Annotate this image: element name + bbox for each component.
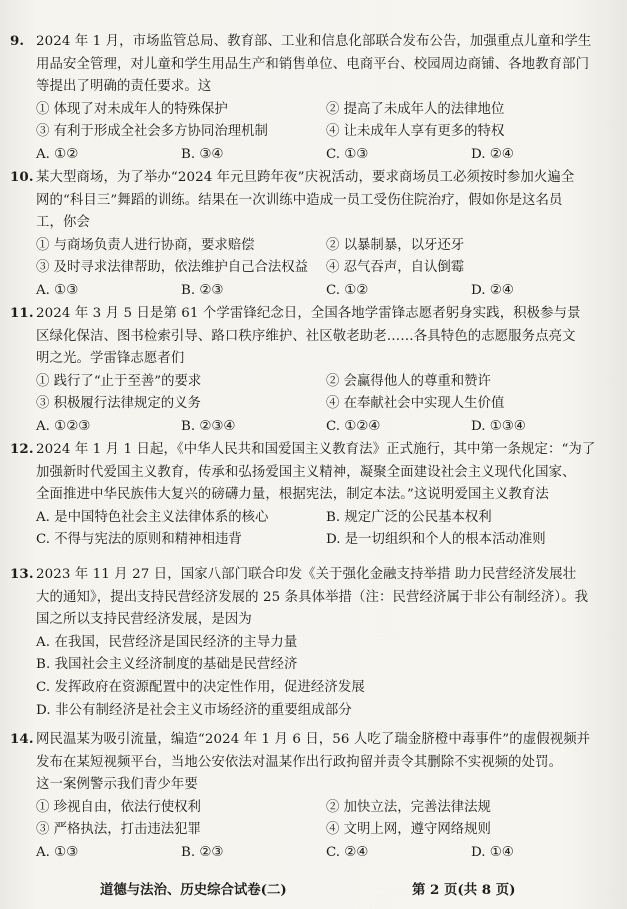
statement-4: ④ 文明上网，遵守网络规则 [326, 822, 491, 838]
choice-a: A. ①②③ [36, 418, 91, 434]
question-stem-line: 国之所以支持民营经济发展，是因为 [36, 612, 252, 628]
question-stem-line: 工，你会 [36, 215, 90, 231]
choice-d: D. ①④ [471, 844, 514, 860]
question-13 [10, 563, 616, 722]
statement-2: ② 以暴制暴，以牙还牙 [326, 237, 465, 253]
choice-d: D. ①③④ [471, 418, 526, 434]
statement-2: ② 加快立法，完善法律法规 [326, 799, 491, 815]
choice-b: B. ②③ [181, 844, 224, 860]
choice-a: A. 是中国特色社会主义法律体系的核心 [36, 509, 269, 525]
choice-a: A. ①③ [36, 844, 79, 860]
question-stem-line: 用品安全管理，对儿童和学生用品生产和销售单位、电商平台、校园周边商铺、各地教育部门 [36, 56, 590, 72]
page-number: 第 2 页(共 8 页) [412, 882, 516, 898]
question-stem-line: 区绿化保洁、图书检索引导、路口秩序维护、社区敬老助老……各具特色的志愿服务点亮文 [36, 328, 576, 344]
choice-a: A. ①③ [36, 282, 79, 298]
statement-4: ④ 在奉献社会中实现人生价值 [326, 396, 505, 412]
choice-c: C. 发挥政府在资源配置中的决定性作用，促进经济发展 [36, 679, 365, 695]
question-12 [10, 438, 616, 552]
question-number: 10. [10, 169, 34, 185]
statement-1: ① 践行了“止于至善”的要求 [36, 373, 202, 389]
question-stem-line: 2024 年 1 月 1 日起，《中华人民共和国爱国主义教育法》正式施行，其中第一条规定：“为了 [36, 442, 596, 457]
question-stem-line: 网的“科目三”舞蹈的训练。结果在一次训练中造成一员工受伤住院治疗，假如你是这名员 [36, 192, 563, 208]
question-number: 14. [10, 731, 34, 747]
choice-c: C. ②④ [326, 844, 369, 860]
statement-3: ③ 有利于形成全社会多方协同治理机制 [36, 124, 268, 140]
choice-b: B. 我国社会主义经济制度的基础是民营经济 [36, 657, 298, 673]
choice-b: B. 规定广泛的公民基本权利 [326, 509, 492, 525]
choice-d: D. ②④ [471, 282, 514, 298]
statement-3: ③ 严格执法，打击违法犯罪 [36, 822, 201, 838]
choice-c: C. ①③ [326, 146, 369, 162]
question-stem-line: 2024 年 3 月 5 日是第 61 个学雷锋纪念日，全国各地学雷锋志愿者躬身实践，积极参与景 [36, 306, 581, 321]
statement-4: ④ 忍气吞声，自认倒霉 [326, 260, 465, 276]
question-number: 12. [10, 441, 34, 457]
statement-1: ① 与商场负责人进行协商，要求赔偿 [36, 237, 255, 253]
exam-subject: 道德与法治、历史综合试卷(二) [100, 882, 287, 898]
question-stem-line: 2023 年 11 月 27 日，国家八部门联合印发《关于强化金融支持举措 助力民营经济发展壮 [36, 567, 577, 582]
question-11 [10, 302, 616, 439]
statement-3: ③ 积极履行法律规定的义务 [36, 396, 201, 412]
statement-2: ② 提高了未成年人的法律地位 [326, 101, 505, 117]
question-stem-line: 全面推进中华民族伟大复兴的磅礴力量，根据宪法，制定本法。”这说明爱国主义教育法 [36, 487, 549, 503]
choice-a: A. 在我国，民营经济是国民经济的主导力量 [36, 634, 298, 650]
choice-d: D. 是一切组织和个人的根本活动准则 [326, 532, 546, 548]
choice-d: D. ②④ [471, 146, 514, 162]
question-number: 9. [10, 33, 25, 49]
choice-c: C. ①② [326, 282, 369, 298]
choice-c: C. ①②④ [326, 418, 381, 434]
choice-c: C. 不得与宪法的原则和精神相违背 [36, 532, 242, 548]
question-number: 11. [10, 305, 34, 321]
statement-4: ④ 让未成年人享有更多的特权 [326, 124, 505, 140]
statement-2: ② 会赢得他人的尊重和赞许 [326, 373, 491, 389]
question-14 [10, 728, 616, 865]
statement-1: ① 体现了对未成年人的特殊保护 [36, 101, 228, 117]
question-10 [10, 166, 616, 303]
question-stem-line: 加强新时代爱国主义教育，传承和弘扬爱国主义精神，凝聚全面建设社会主义现代化国家、 [36, 464, 576, 480]
choice-b: B. ③④ [181, 146, 224, 162]
choice-d: D. 非公有制经济是社会主义市场经济的重要组成部分 [36, 702, 352, 718]
question-stem-line: 大的通知》，提出支持民营经济发展的 25 条具体举措（注：民营经济属于非公有制经济）。我 [36, 589, 589, 605]
question-stem-line: 某大型商场，为了举办“2024 年元旦跨年夜”庆祝活动，要求商场员工必须按时参加火遍全 [36, 170, 575, 185]
question-stem-line: 网民温某为吸引流量，编造“2024 年 1 月 6 日，56 人吃了瑞金脐橙中毒事件”的虚假视频并 [36, 732, 591, 747]
statement-1: ① 珍视自由，依法行使权利 [36, 799, 201, 815]
question-stem-line: 等提出了明确的责任要求。这 [36, 79, 212, 95]
question-stem-line: 发布在某短视频平台，当地公安依法对温某作出行政拘留并责令其删除不实视频的处罚。 [36, 754, 563, 770]
question-stem-line: 2024 年 1 月，市场监管总局、教育部、工业和信息化部联合发布公告，加强重点儿童和学生 [36, 34, 592, 49]
question-stem-line: 明之光。学雷锋志愿者们 [36, 351, 185, 367]
question-stem-line: 这一案例警示我们青少年要 [36, 777, 198, 793]
question-number: 13. [10, 566, 34, 582]
statement-3: ③ 及时寻求法律帮助，依法维护自己合法权益 [36, 260, 309, 276]
choice-b: B. ②③ [181, 282, 224, 298]
choice-b: B. ②③④ [181, 418, 236, 434]
choice-a: A. ①② [36, 146, 79, 162]
question-9 [10, 30, 616, 167]
